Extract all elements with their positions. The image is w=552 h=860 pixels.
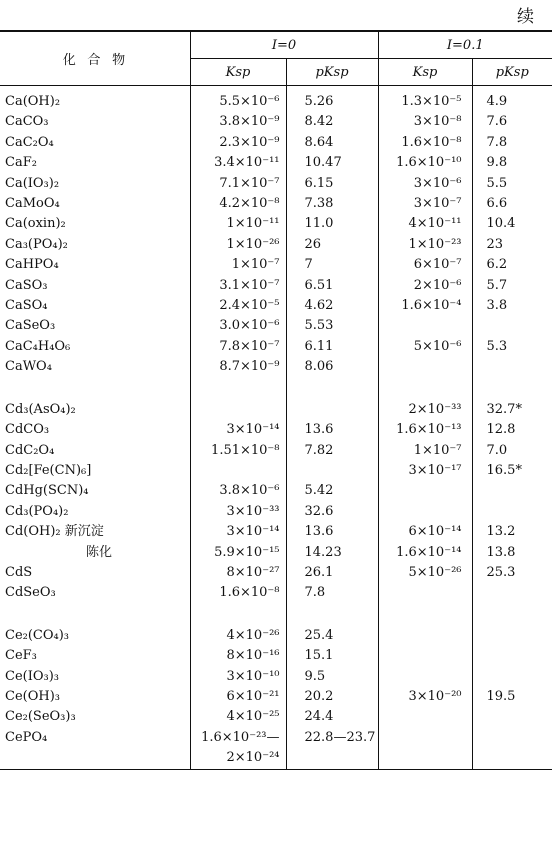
pksp-i0-cell: 5.26	[286, 86, 378, 113]
pksp-i01-cell	[472, 748, 552, 769]
ksp-i01-cell: 3×10⁻⁶	[378, 174, 472, 194]
pksp-i01-cell	[472, 626, 552, 646]
pksp-i0-cell: 7	[286, 255, 378, 275]
ksp-i0-cell: 6×10⁻²¹	[190, 687, 286, 707]
pksp-i0-cell: 6.11	[286, 337, 378, 357]
compound-cell: Ca(oxin)₂	[5, 216, 66, 232]
compound-cell: Ca(IO₃)₂	[5, 175, 60, 191]
ksp-i0-cell: 4×10⁻²⁵	[190, 707, 286, 727]
pksp-i01-cell: 13.8	[472, 543, 552, 563]
ksp-i0-cell: 7.1×10⁻⁷	[190, 174, 286, 194]
pksp-i0-cell: 4.62	[286, 296, 378, 316]
pksp-i0-cell: 32.6	[286, 502, 378, 522]
compound-cell: CaF₂	[5, 155, 37, 171]
pksp-i0-cell: 5.42	[286, 481, 378, 501]
pksp-i0-cell	[286, 461, 378, 481]
pksp-i0-cell	[286, 604, 378, 626]
compound-cell: CeF₃	[5, 648, 37, 664]
table-row	[0, 86, 552, 113]
pksp-i0-cell: 5.53	[286, 316, 378, 336]
compound-cell: Ce(OH)₃	[5, 688, 60, 704]
ksp-i0-cell	[190, 604, 286, 626]
ksp-i0-cell: 1×10⁻¹¹	[190, 214, 286, 234]
table-row	[0, 214, 552, 234]
pksp-i01-cell: 6.6	[472, 194, 552, 214]
table-row	[0, 687, 552, 707]
ksp-i0-cell: 3.0×10⁻⁶	[190, 316, 286, 336]
table-row	[0, 646, 552, 666]
table-row	[0, 255, 552, 275]
ksp-i0-cell: 8.7×10⁻⁹	[190, 357, 286, 377]
table-body	[0, 86, 552, 770]
ksp-i0-cell: 3.1×10⁻⁷	[190, 276, 286, 296]
ksp-i0-cell: 1.6×10⁻⁸	[190, 583, 286, 603]
pksp-i0-cell: 8.64	[286, 133, 378, 153]
pksp-i01-cell	[472, 667, 552, 687]
ksp-i01-cell	[378, 707, 472, 727]
ksp-i01-cell: 1.6×10⁻¹⁴	[378, 543, 472, 563]
ksp-i0-cell: 2.3×10⁻⁹	[190, 133, 286, 153]
ksp-i01-cell	[378, 357, 472, 377]
table-row	[0, 707, 552, 727]
pksp-i01-cell: 13.2	[472, 522, 552, 542]
ksp-i01-cell	[378, 667, 472, 687]
pksp-i0-cell: 10.47	[286, 153, 378, 173]
ksp-i0-cell: 1×10⁻⁷	[190, 255, 286, 275]
compound-cell: Ce₂(CO₄)₃	[5, 627, 70, 643]
ksp-i01-cell	[378, 728, 472, 748]
ksp-i0-cell: 2.4×10⁻⁵	[190, 296, 286, 316]
table-row	[0, 153, 552, 173]
pksp-i0-cell: 6.15	[286, 174, 378, 194]
ksp-i01-cell	[378, 583, 472, 603]
pksp-i01-cell	[472, 646, 552, 666]
compound-cell: Cd₃(PO₄)₂	[5, 503, 69, 519]
ksp-i01-cell: 6×10⁻⁷	[378, 255, 472, 275]
table-row	[0, 626, 552, 646]
pksp-header-i0: pKsp	[286, 59, 378, 86]
ksp-i0-cell: 1.51×10⁻⁸	[190, 441, 286, 461]
ksp-i01-cell	[378, 626, 472, 646]
table-row	[0, 337, 552, 357]
ksp-i01-cell: 5×10⁻⁶	[378, 337, 472, 357]
table-row	[0, 522, 552, 542]
ksp-i01-cell	[378, 481, 472, 501]
pksp-i01-cell: 32.7*	[472, 400, 552, 420]
compound-cell: Cd₂[Fe(CN)₆]	[5, 462, 92, 478]
ksp-i0-cell: 3×10⁻¹⁴	[190, 522, 286, 542]
pksp-i01-cell	[472, 378, 552, 400]
compound-cell: CaSeO₃	[5, 318, 56, 334]
compound-cell	[0, 748, 190, 769]
compound-cell: CaC₄H₄O₆	[5, 338, 71, 354]
table-row	[0, 112, 552, 132]
pksp-i01-cell: 9.8	[472, 153, 552, 173]
table-row	[0, 357, 552, 377]
pksp-i0-cell: 26.1	[286, 563, 378, 583]
pksp-i01-cell: 5.7	[472, 276, 552, 296]
table-row	[0, 502, 552, 522]
pksp-i0-cell: 11.0	[286, 214, 378, 234]
ksp-i0-cell: 3.8×10⁻⁶	[190, 481, 286, 501]
compound-cell: Cd(OH)₂ 新沉淀	[5, 524, 104, 540]
ksp-i01-cell	[378, 378, 472, 400]
ksp-i01-cell: 2×10⁻⁶	[378, 276, 472, 296]
ksp-i01-cell: 3×10⁻⁷	[378, 194, 472, 214]
pksp-i01-cell	[472, 583, 552, 603]
pksp-i01-cell: 5.5	[472, 174, 552, 194]
table-row	[0, 563, 552, 583]
compound-cell	[0, 378, 190, 400]
pksp-i01-cell: 10.4	[472, 214, 552, 234]
ksp-i01-cell: 1.6×10⁻¹⁰	[378, 153, 472, 173]
pksp-i01-cell	[472, 707, 552, 727]
compound-cell: CaSO₃	[5, 277, 48, 293]
table-row	[0, 174, 552, 194]
compound-cell: CaWO₄	[5, 359, 52, 375]
ksp-i0-cell: 3×10⁻³³	[190, 502, 286, 522]
pksp-i01-cell: 7.6	[472, 112, 552, 132]
ksp-i01-cell: 3×10⁻²⁰	[378, 687, 472, 707]
table-row	[0, 194, 552, 214]
ksp-i01-cell: 3×10⁻¹⁷	[378, 461, 472, 481]
pksp-i01-cell	[472, 481, 552, 501]
ksp-i0-cell: 3.8×10⁻⁹	[190, 112, 286, 132]
pksp-i01-cell: 25.3	[472, 563, 552, 583]
ksp-i0-cell: 3×10⁻¹⁴	[190, 420, 286, 440]
pksp-i01-cell	[472, 357, 552, 377]
pksp-i01-cell	[472, 604, 552, 626]
pksp-i0-cell: 6.51	[286, 276, 378, 296]
ksp-i01-cell: 1.6×10⁻¹³	[378, 420, 472, 440]
ksp-i01-cell	[378, 604, 472, 626]
ionic-strength-0-header: I=0	[190, 31, 378, 59]
compound-cell: CaC₂O₄	[5, 134, 54, 150]
pksp-i01-cell: 7.0	[472, 441, 552, 461]
spacer-row	[0, 378, 552, 400]
table-row	[0, 461, 552, 481]
ksp-i01-cell	[378, 646, 472, 666]
ksp-i01-cell: 2×10⁻³³	[378, 400, 472, 420]
pksp-i0-cell: 13.6	[286, 420, 378, 440]
table-row	[0, 481, 552, 501]
pksp-i01-cell	[472, 502, 552, 522]
table-row	[0, 235, 552, 255]
pksp-i01-cell: 6.2	[472, 255, 552, 275]
pksp-i01-cell: 7.8	[472, 133, 552, 153]
pksp-i0-cell	[286, 378, 378, 400]
compound-cell: CdC₂O₄	[5, 442, 55, 458]
ksp-header-i01: Ksp	[378, 59, 472, 86]
table-row	[0, 296, 552, 316]
ksp-i0-cell: 8×10⁻¹⁶	[190, 646, 286, 666]
ksp-i0-cell: 8×10⁻²⁷	[190, 563, 286, 583]
pksp-i0-cell: 20.2	[286, 687, 378, 707]
compound-cell: CaCO₃	[5, 114, 49, 130]
ksp-i0-cell: 5.5×10⁻⁶	[190, 86, 286, 113]
pksp-i0-cell: 7.8	[286, 583, 378, 603]
pksp-i0-cell: 13.6	[286, 522, 378, 542]
compound-cell: CaHPO₄	[5, 257, 59, 273]
compound-cell: Ca(OH)₂	[5, 94, 61, 109]
pksp-i01-cell: 3.8	[472, 296, 552, 316]
compound-cell: CePO₄	[5, 729, 48, 745]
ksp-i01-cell: 1.6×10⁻⁸	[378, 133, 472, 153]
ionic-strength-01-header: I=0.1	[378, 31, 552, 59]
ksp-i0-cell	[190, 378, 286, 400]
compound-cell: CdS	[5, 564, 33, 580]
ksp-i01-cell: 1.3×10⁻⁵	[378, 86, 472, 113]
compound-cell: Ca₃(PO₄)₂	[5, 236, 68, 252]
ksp-i01-cell	[378, 748, 472, 769]
ksp-i0-cell: 5.9×10⁻¹⁵	[190, 543, 286, 563]
pksp-i0-cell: 7.38	[286, 194, 378, 214]
ksp-i01-cell: 1×10⁻²³	[378, 235, 472, 255]
ksp-i0-cell: 1×10⁻²⁶	[190, 235, 286, 255]
pksp-i0-cell: 14.23	[286, 543, 378, 563]
pksp-i0-cell: 25.4	[286, 626, 378, 646]
pksp-i0-cell: 15.1	[286, 646, 378, 666]
pksp-i01-cell	[472, 316, 552, 336]
ksp-i01-cell: 1.6×10⁻⁴	[378, 296, 472, 316]
table-row	[0, 441, 552, 461]
compound-cell	[0, 604, 190, 626]
compound-cell: CaSO₄	[5, 298, 48, 314]
ksp-i0-cell: 3×10⁻¹⁰	[190, 667, 286, 687]
ksp-i0-cell: 2×10⁻²⁴	[190, 748, 286, 769]
pksp-i0-cell: 22.8—23.7	[286, 728, 378, 748]
pksp-i01-cell: 4.9	[472, 86, 552, 113]
compound-cell: 陈化	[86, 544, 113, 560]
pksp-i01-cell	[472, 728, 552, 748]
ksp-i0-cell: 3.4×10⁻¹¹	[190, 153, 286, 173]
table-row	[0, 400, 552, 420]
compound-cell: Cd₃(AsO₄)₂	[5, 401, 76, 417]
pksp-i0-cell: 8.42	[286, 112, 378, 132]
ksp-i01-cell	[378, 316, 472, 336]
compound-cell: CaMoO₄	[5, 196, 60, 212]
ksp-i0-cell: 4.2×10⁻⁸	[190, 194, 286, 214]
pksp-i01-cell: 5.3	[472, 337, 552, 357]
ksp-i01-cell: 1×10⁻⁷	[378, 441, 472, 461]
continued-label: 续	[517, 7, 534, 27]
table-row	[0, 276, 552, 296]
ksp-i01-cell: 6×10⁻¹⁴	[378, 522, 472, 542]
spacer-row	[0, 604, 552, 626]
pksp-header-i01: pKsp	[472, 59, 552, 86]
compound-cell: Ce₂(SeO₃)₃	[5, 709, 76, 725]
table-row	[0, 583, 552, 603]
pksp-i0-cell: 26	[286, 235, 378, 255]
compound-cell: CdSeO₃	[5, 585, 56, 601]
compound-cell: Ce(IO₃)₃	[5, 668, 59, 684]
ksp-i01-cell: 3×10⁻⁸	[378, 112, 472, 132]
ksp-i0-cell: 4×10⁻²⁶	[190, 626, 286, 646]
ksp-i0-cell: 7.8×10⁻⁷	[190, 337, 286, 357]
ksp-i0-cell: 1.6×10⁻²³—	[190, 728, 286, 748]
ksp-i01-cell	[378, 502, 472, 522]
compound-cell: CdHg(SCN)₄	[5, 483, 89, 499]
compound-cell: CdCO₃	[5, 422, 50, 438]
table-row	[0, 316, 552, 336]
table-row	[0, 133, 552, 153]
ksp-i0-cell	[190, 461, 286, 481]
pksp-i01-cell: 16.5*	[472, 461, 552, 481]
pksp-i0-cell	[286, 400, 378, 420]
table-row	[0, 543, 552, 563]
ksp-i0-cell	[190, 400, 286, 420]
table-row	[0, 728, 552, 748]
pksp-i01-cell: 23	[472, 235, 552, 255]
ksp-header-i0: Ksp	[190, 59, 286, 86]
pksp-i0-cell: 24.4	[286, 707, 378, 727]
pksp-i0-cell: 9.5	[286, 667, 378, 687]
table-row	[0, 748, 552, 769]
pksp-i01-cell: 19.5	[472, 687, 552, 707]
pksp-i01-cell: 12.8	[472, 420, 552, 440]
ksp-i01-cell: 4×10⁻¹¹	[378, 214, 472, 234]
ksp-i01-cell: 5×10⁻²⁶	[378, 563, 472, 583]
ksp-table	[0, 30, 552, 770]
compound-header: 化合物	[0, 31, 190, 86]
pksp-i0-cell	[286, 748, 378, 769]
table-row	[0, 420, 552, 440]
pksp-i0-cell: 8.06	[286, 357, 378, 377]
pksp-i0-cell: 7.82	[286, 441, 378, 461]
table-row	[0, 667, 552, 687]
